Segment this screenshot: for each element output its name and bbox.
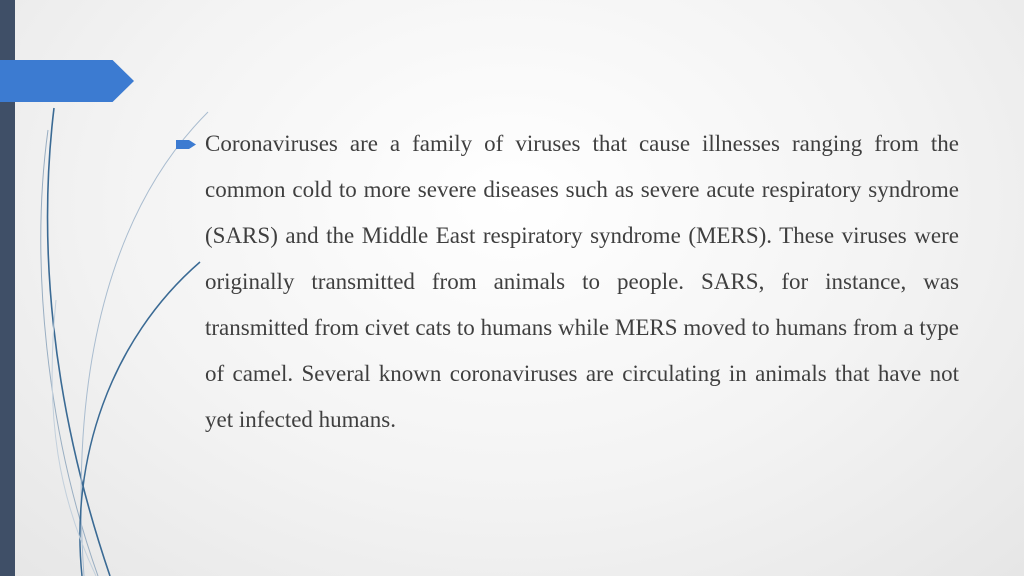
decor-curve-5 [52,300,96,576]
slide-content [205,121,959,443]
accent-tab [0,60,134,102]
decor-curve-4 [80,262,200,576]
arrow-bullet-icon [176,140,196,149]
decor-curve-1 [48,108,110,576]
decor-curve-3 [81,112,208,576]
bullet-paragraph: Coronaviruses are a family of viruses that cause illnesses ranging from the common cold to more severe diseases such as severe acute respiratory syndrome (SARS) and the Middle East respiratory syndrome (MERS). These viruses were originally transmitted from animals to people. SARS, for instance, was transmitted from civet cats to humans while MERS moved to humans from a type of camel. Several known coronaviruses are circulating in animals that have not yet infected humans. [205,131,959,432]
